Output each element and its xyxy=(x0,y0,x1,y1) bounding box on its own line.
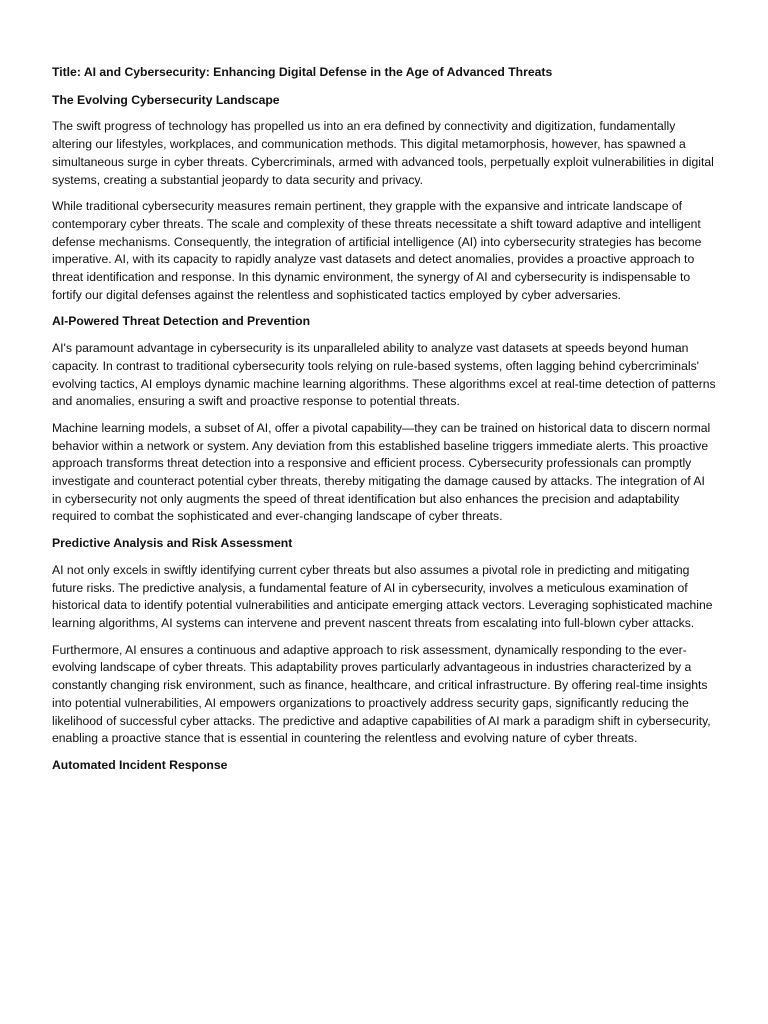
paragraph: The swift progress of technology has propelled us into an era defined by connectivity and digitization, fundamentally altering our lifestyles, workplaces, and communication methods. This digital metamorphosis, however, has spawned a simultaneous surge in cyber threats. Cybercriminals, armed with advanced tools, perpetually exploit vulnerabilities in digital systems, creating a substantial jeopardy to data security and privacy. xyxy=(52,119,714,187)
paragraph: AI's paramount advantage in cybersecurity is its unparalleled ability to analyze vast datasets at speeds beyond human capacity. In contrast to traditional cybersecurity tools relying on rule-based systems, often lagging behind cybercriminals' evolving tactics, AI employs dynamic machine learning algorithms. These algorithms excel at real-time detection of patterns and anomalies, ensuring a swift and proactive response to potential threats. xyxy=(52,341,716,409)
paragraph: AI not only excels in swiftly identifying current cyber threats but also assumes a pivotal role in predicting and mitigating future risks. The predictive analysis, a fundamental feature of AI in cybersecurity, involves a meticulous examination of historical data to identify potential vulnerabilities and anticipate emerging attack vectors. Leveraging sophisticated machine learning algorithms, AI systems can intervene and prevent nascent threats from escalating into full-blown cyber attacks. xyxy=(52,562,713,630)
section-heading: AI-Powered Threat Detection and Prevention xyxy=(52,314,311,329)
section-threat-detection xyxy=(52,313,716,526)
section-heading: Automated Incident Response xyxy=(52,757,228,772)
document-title: Title: AI and Cybersecurity: Enhancing Digital Defense in the Age of Advanced Threats xyxy=(52,65,553,79)
section-heading: Predictive Analysis and Risk Assessment xyxy=(52,536,293,551)
paragraph: While traditional cybersecurity measures remain pertinent, they grapple with the expansive and intricate landscape of contemporary cyber threats. The scale and complexity of these threats necessitate a shift toward adaptive and intelligent defense mechanisms. Consequently, the integration of artificial intelligence (AI) into cybersecurity strategies has become imperative. AI, with its capacity to rapidly analyze vast datasets and detect anomalies, provides a proactive approach to threat identification and response. In this dynamic environment, the synergy of AI and cybersecurity is indispensable to fortify our digital defenses against the relentless and sophisticated tactics employed by cyber adversaries. xyxy=(52,199,702,302)
paragraph: Furthermore, AI ensures a continuous and adaptive approach to risk assessment, dynamically responding to the ever-evolving landscape of cyber threats. This adaptability proves particularly advantageous in industries characterized by a constantly changing risk environment, such as finance, healthcare, and critical infrastructure. By offering real-time insights into potential vulnerabilities, AI empowers organizations to proactively address security gaps, significantly reducing the likelihood of successful cyber attacks. The predictive and adaptive capabilities of AI mark a paradigm shift in cybersecurity, enabling a proactive stance that is essential in countering the relentless and evolving nature of cyber threats. xyxy=(52,642,711,746)
section-predictive-analysis xyxy=(52,535,716,748)
section-heading: The Evolving Cybersecurity Landscape xyxy=(52,92,280,107)
section-incident-response xyxy=(52,757,716,775)
paragraph: Machine learning models, a subset of AI, offer a pivotal capability—they can be trained on historical data to discern normal behavior within a network or system. Any deviation from this established baseline triggers immediate alerts. This proactive approach transforms threat detection into a responsive and efficient process. Cybersecurity professionals can promptly investigate and counteract potential cyber threats, thereby mitigating the damage caused by attacks. The integration of AI in cybersecurity not only augments the speed of threat identification but also enhances the precision and adaptability required to combat the sophisticated and ever-changing landscape of cyber threats. xyxy=(52,420,711,524)
section-evolving-landscape xyxy=(52,92,716,305)
